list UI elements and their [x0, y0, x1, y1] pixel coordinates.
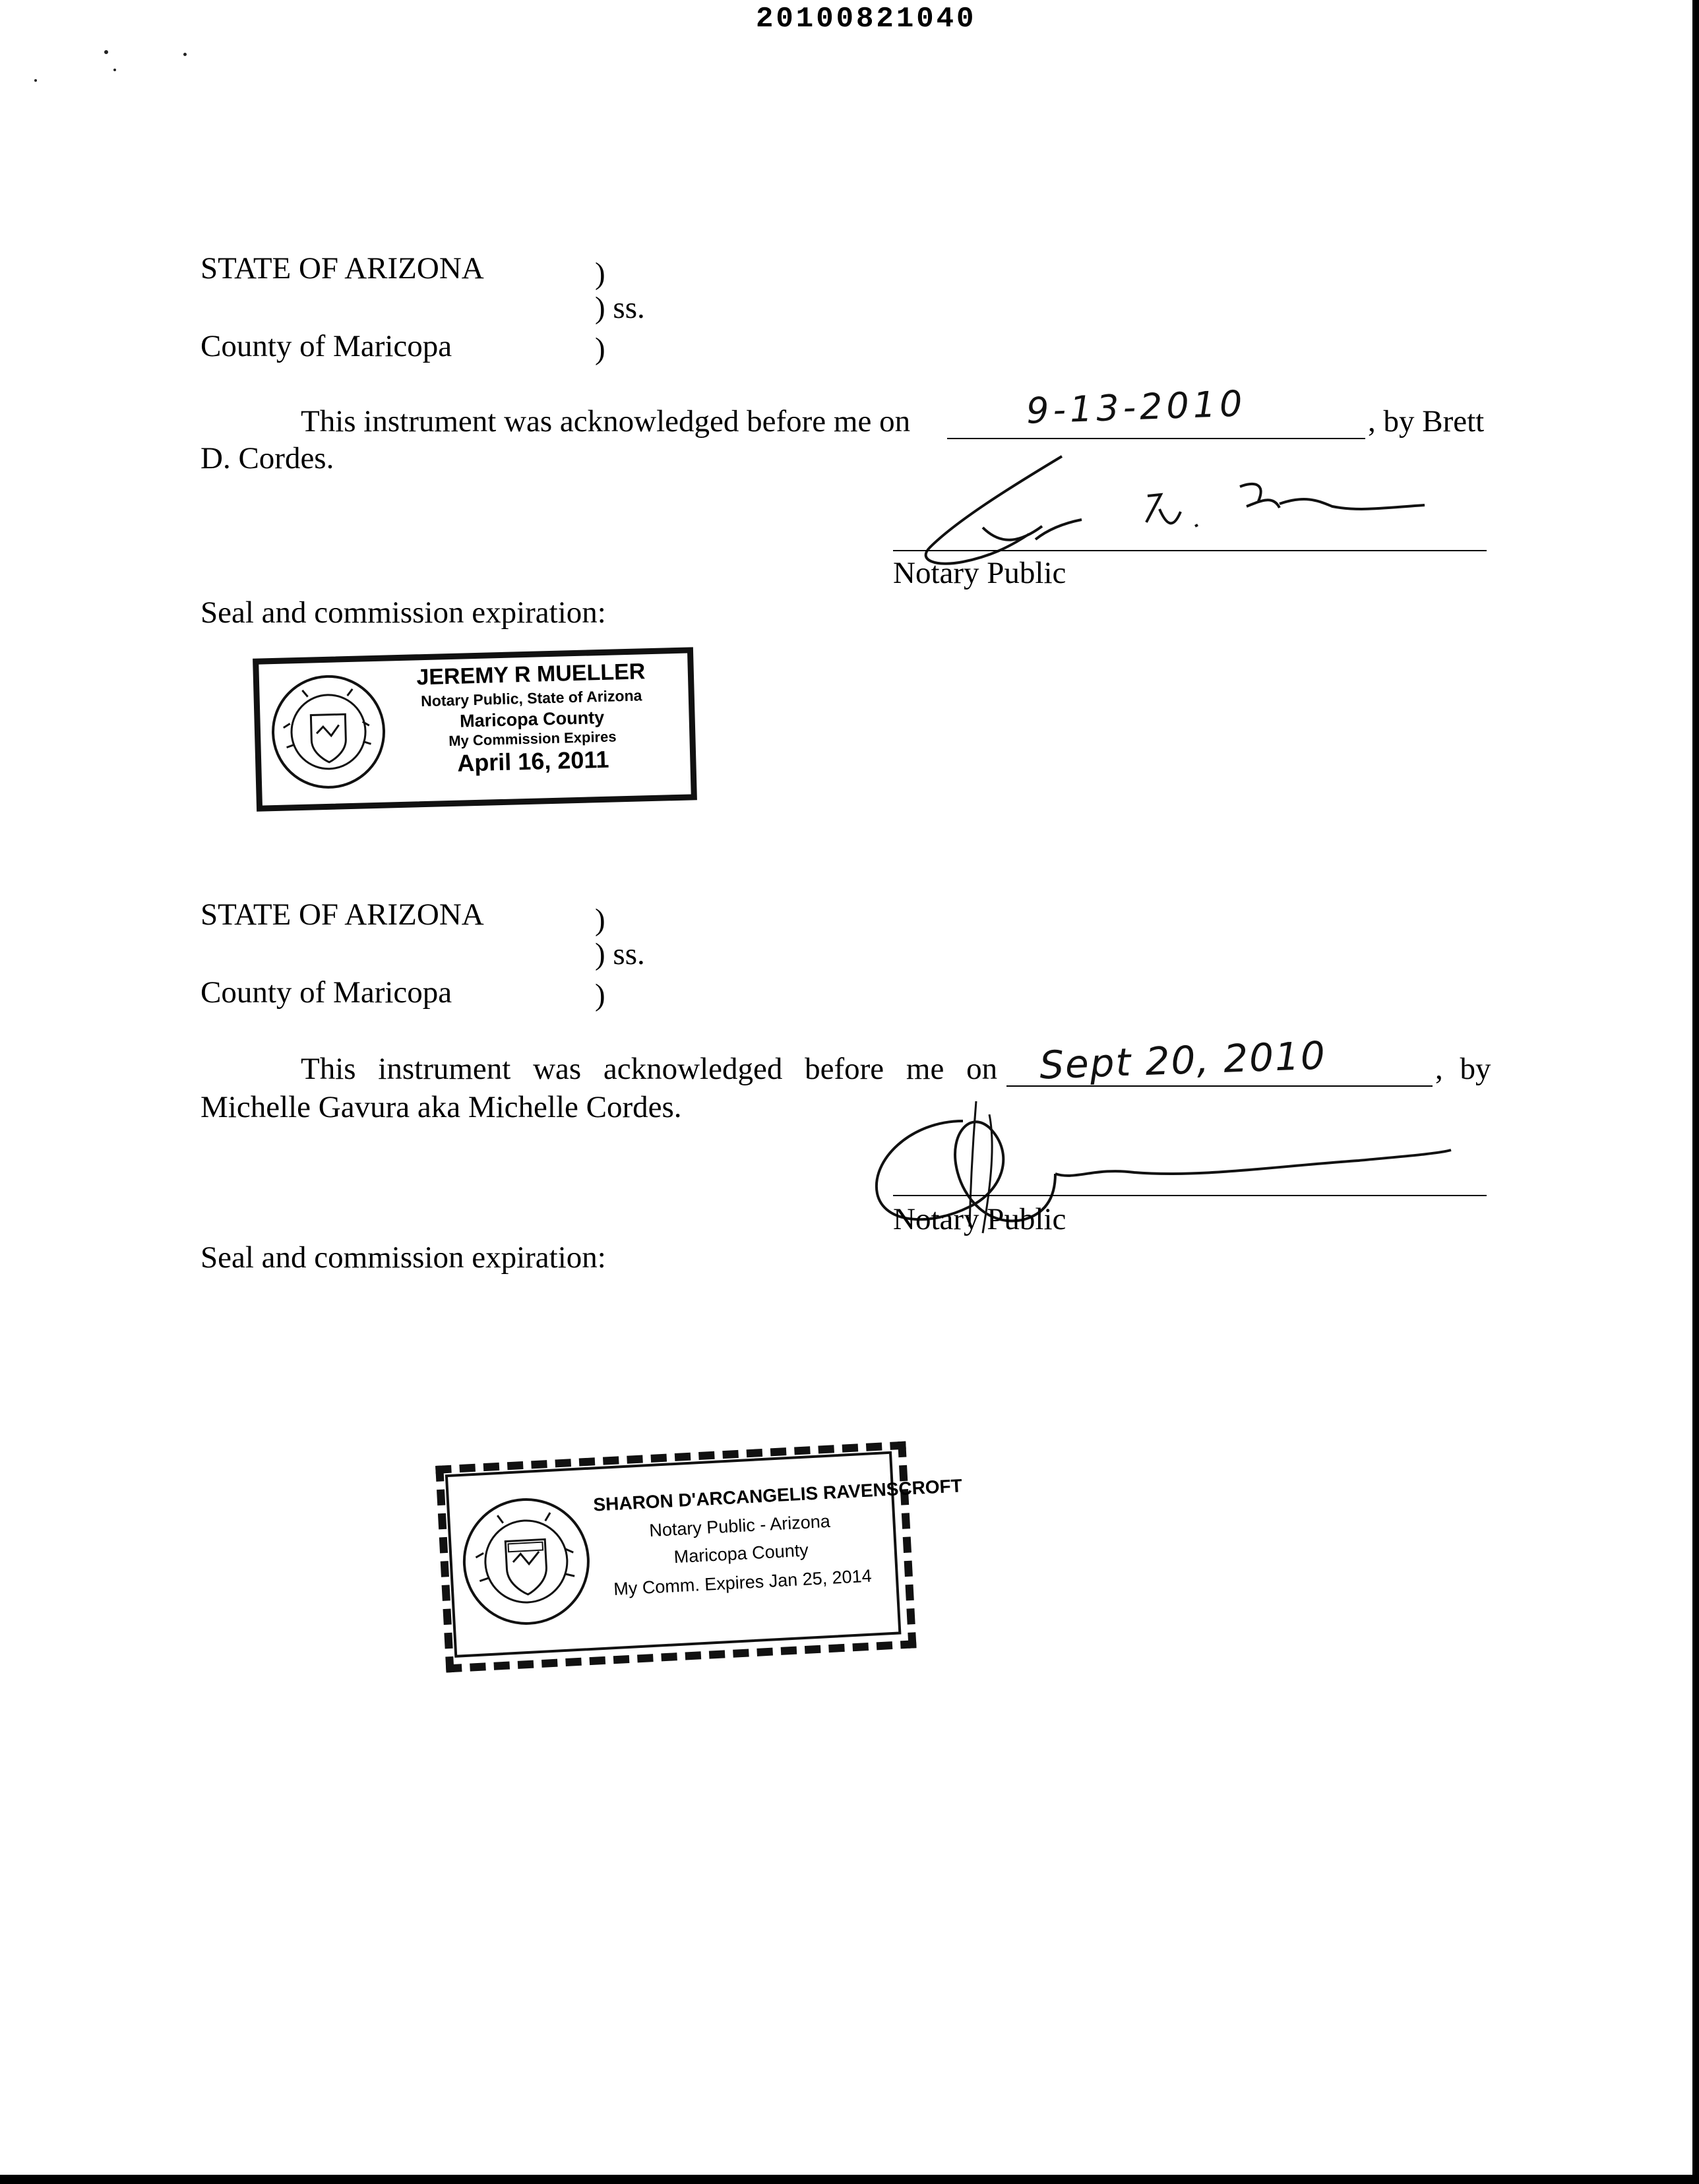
document-number: 20100821040	[756, 3, 977, 36]
county-heading: County of Maricopa	[201, 329, 452, 363]
county-heading: County of Maricopa	[201, 975, 452, 1010]
signature-line	[893, 550, 1487, 551]
stamp-expiration: My Comm. Expires Jan 25, 2014	[613, 1565, 873, 1600]
state-seal-icon	[269, 673, 388, 792]
stamp-title: Notary Public - Arizona	[648, 1511, 831, 1541]
ss-marker: ) ss.	[595, 937, 645, 971]
scan-speck	[104, 50, 108, 54]
notary-public-label: Notary Public	[893, 556, 1066, 590]
scan-speck	[34, 79, 37, 82]
acknowledgment-name: D. Cordes.	[201, 441, 334, 475]
scan-edge-bottom	[0, 2175, 1699, 2184]
scan-edge-right	[1692, 0, 1699, 2184]
ss-marker: ) ss.	[595, 291, 645, 325]
state-seal-icon	[458, 1494, 594, 1629]
venue-paren: )	[595, 903, 605, 937]
acknowledgment-tail: , by	[1435, 1052, 1491, 1086]
venue-paren: )	[595, 257, 605, 291]
stamp-notary-name: JEREMY R MUELLER	[416, 659, 646, 690]
stamp-county: Maricopa County	[459, 707, 605, 731]
state-heading: STATE OF ARIZONA	[201, 897, 484, 932]
stamp-commission-label: My Commission Expires	[448, 728, 617, 750]
scan-speck	[113, 69, 116, 71]
handwritten-date: 9-13-2010	[1026, 382, 1247, 432]
seal-commission-label: Seal and commission expiration:	[201, 1240, 606, 1275]
handwritten-date: Sept 20, 2010	[1038, 1033, 1327, 1088]
stamp-notary-name: SHARON D'ARCANGELIS RAVENSCROFT	[592, 1475, 963, 1515]
acknowledgment-lead: This instrument was acknowledged before me on	[301, 1052, 998, 1086]
scan-speck	[183, 53, 187, 56]
acknowledgment-lead: This instrument was acknowledged before me on	[301, 404, 911, 439]
stamp-expiration-date: April 16, 2011	[456, 745, 609, 777]
notary-stamp	[435, 1441, 963, 1676]
state-heading: STATE OF ARIZONA	[201, 251, 484, 286]
stamp-county: Maricopa County	[673, 1540, 809, 1567]
seal-commission-label: Seal and commission expiration:	[201, 595, 606, 630]
signature-line	[893, 1195, 1487, 1196]
venue-paren: )	[595, 978, 605, 1012]
notary-stamp	[253, 647, 698, 811]
acknowledgment-tail: , by Brett	[1368, 404, 1485, 439]
venue-paren: )	[595, 332, 605, 366]
notary-public-label: Notary Public	[893, 1202, 1066, 1236]
acknowledgment-name: Michelle Gavura aka Michelle Cordes.	[201, 1090, 682, 1124]
stamp-title: Notary Public, State of Arizona	[420, 686, 642, 710]
date-line	[947, 438, 1365, 439]
